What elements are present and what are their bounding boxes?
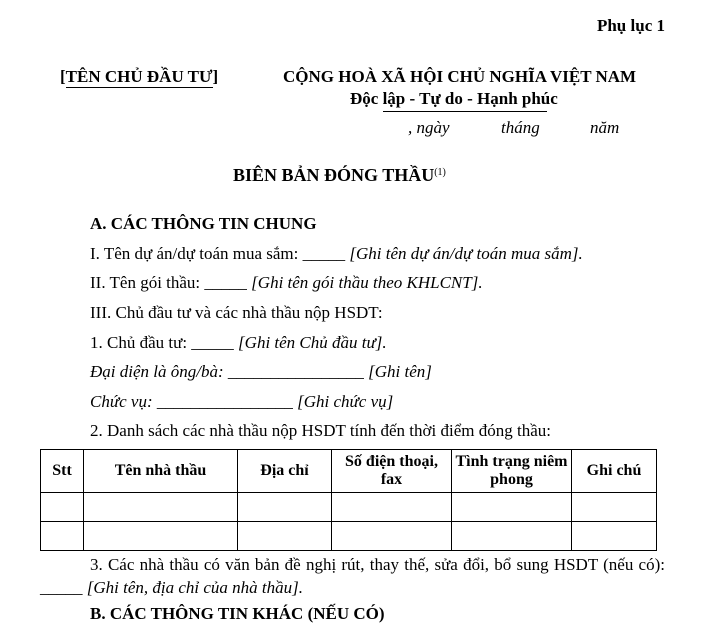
header-bidder-name: Tên nhà thầu bbox=[84, 450, 238, 493]
position-line bbox=[90, 392, 393, 412]
header-phone-fax: Số điện thoại, fax bbox=[332, 450, 452, 493]
owner-bracket-open: [ bbox=[60, 67, 66, 86]
investor-label: 1. Chủ đầu tư: _____ bbox=[90, 333, 239, 352]
representative-hint: [Ghi tên] bbox=[368, 362, 432, 381]
table-cell bbox=[41, 522, 84, 551]
package-name-line bbox=[90, 273, 483, 293]
bidder-list-line: 2. Danh sách các nhà thầu nộp HSDT tính đến thời điểm đóng thầu: bbox=[90, 421, 551, 440]
table-row bbox=[41, 522, 657, 551]
table-cell bbox=[572, 493, 657, 522]
appendix-label: Phụ lục 1 bbox=[596, 16, 665, 35]
owner-bracket-close: ] bbox=[212, 67, 219, 86]
representative-line bbox=[90, 362, 432, 382]
title-text: BIÊN BẢN ĐÓNG THẦU bbox=[233, 165, 435, 185]
header-notes: Ghi chú bbox=[572, 450, 657, 493]
table-cell bbox=[452, 522, 572, 551]
owner-name: TÊN CHỦ ĐẦU TƯ bbox=[65, 67, 213, 86]
table-cell bbox=[452, 493, 572, 522]
section-a-heading: A. CÁC THÔNG TIN CHUNG bbox=[90, 214, 317, 233]
header-seal-status: Tình trạng niêm phong bbox=[452, 450, 572, 493]
title-footnote: (1) bbox=[434, 167, 446, 178]
date-day: , ngày bbox=[408, 118, 450, 137]
position-label: Chức vụ: ________________ bbox=[90, 392, 298, 411]
table-cell bbox=[238, 493, 332, 522]
package-name-label: II. Tên gói thầu: _____ bbox=[90, 273, 252, 292]
withdrawal-text: 3. Các nhà thầu có văn bản đề nghị rút, thay thế, sửa đổi, bổ sung HSDT (nếu có): _____ bbox=[40, 555, 665, 597]
package-name-hint: [Ghi tên gói thầu theo KHLCNT]. bbox=[251, 273, 483, 292]
table-cell bbox=[238, 522, 332, 551]
bidders-table bbox=[40, 449, 657, 551]
representative-label: Đại diện là ông/bà: ________________ bbox=[90, 362, 369, 381]
withdrawal-hint: [Ghi tên, địa chỉ của nhà thầu]. bbox=[86, 578, 304, 597]
project-name-hint: [Ghi tên dự án/dự toán mua sắm]. bbox=[349, 244, 583, 263]
motto: Độc lập - Tự do - Hạnh phúc bbox=[350, 89, 558, 108]
owner-placeholder bbox=[60, 67, 218, 87]
investor-hint: [Ghi tên Chủ đầu tư]. bbox=[238, 333, 387, 352]
table-header-row bbox=[41, 450, 657, 493]
table-cell bbox=[84, 493, 238, 522]
withdrawal-paragraph bbox=[40, 553, 665, 599]
table-cell bbox=[332, 522, 452, 551]
table-row bbox=[41, 493, 657, 522]
owner-bidders-line: III. Chủ đầu tư và các nhà thầu nộp HSDT: bbox=[90, 303, 383, 322]
investor-line bbox=[90, 333, 387, 353]
table-cell bbox=[572, 522, 657, 551]
table-cell bbox=[332, 493, 452, 522]
nation-heading: CỘNG HOÀ XÃ HỘI CHỦ NGHĨA VIỆT NAM bbox=[283, 67, 637, 86]
table-cell bbox=[41, 493, 84, 522]
section-b-heading: B. CÁC THÔNG TIN KHÁC (NẾU CÓ) bbox=[90, 604, 385, 623]
document-title bbox=[233, 165, 446, 186]
header-address: Địa chỉ bbox=[238, 450, 332, 493]
header-stt: Stt bbox=[41, 450, 84, 493]
date-year: năm bbox=[590, 118, 620, 137]
motto-underline bbox=[383, 111, 547, 112]
position-hint: [Ghi chức vụ] bbox=[297, 392, 394, 411]
project-name-label: I. Tên dự án/dự toán mua sắm: _____ bbox=[90, 244, 350, 263]
project-name-line bbox=[90, 244, 583, 264]
date-month: tháng bbox=[501, 118, 540, 137]
table-cell bbox=[84, 522, 238, 551]
